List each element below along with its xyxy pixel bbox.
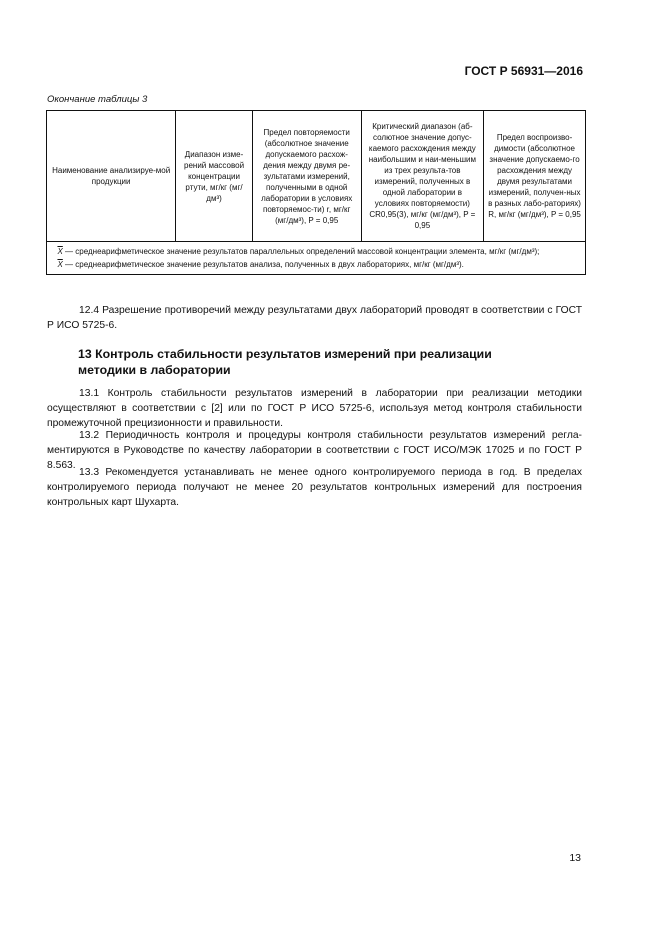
table-caption: Окончание таблицы 3 — [47, 94, 148, 105]
paragraph-13-1: 13.1 Контроль стабильности результатов измерений в лаборатории при реализации методики осуществляют в соответствии с [2] или по ГОСТ Р ИСО 5725-6, используя метод контроля стабильности промежуточной прецизионности и правильности. — [47, 388, 582, 429]
paragraph-12-4: 12.4 Разрешение противоречий между результатами двух лабораторий проводят в соответствии с ГОСТ Р ИСО 5725-6. — [47, 305, 582, 331]
column-header-product: Наименование анализируе-мой продукции — [47, 111, 176, 242]
note-2-text: — среднеарифметическое значение результатов анализа, полученных в двух лабораториях, мг/кг (мг/дм³). — [65, 260, 464, 269]
paragraph-13-2: 13.2 Периодичность контроля и процедуры контроля стабильности результатов измерений регла-ментируются в Руководстве по качеству лаборатории в соответствии с ГОСТ ИСО/МЭК 17025 и по ГОСТ Р 8.563. — [47, 430, 582, 471]
mean-symbol-2: $\overline{X}$ — [57, 260, 63, 269]
table-notes — [47, 242, 586, 275]
mean-symbol: $\overline{X}$ — [57, 247, 63, 256]
precision-table — [46, 110, 586, 275]
note-1-text: — среднеарифметическое значение результатов параллельных определений массовой концентрации элемента, мг/кг (мг/дм³); — [65, 247, 540, 256]
note-line-1 — [53, 245, 579, 258]
page-number: 13 — [569, 852, 581, 864]
note-line-2 — [53, 258, 579, 271]
column-header-repeatability: Предел повторяемости (абсолютное значение допускаемого расхож-дения между двумя ре-зультатами измерений, полученными в одной лаборатории в условиях повторяемос-ти) r, мг/кг (мг/дм³), P = 0,95 — [252, 111, 361, 242]
column-header-range: Диапазон изме-рений массовой концентрации ртути, мг/кг (мг/дм³) — [176, 111, 253, 242]
section-13-title: 13 Контроль стабильности результатов измерений при реализации методики в лаборатории — [78, 347, 492, 377]
paragraph-13-3: 13.3 Рекомендуется устанавливать не менее одного контролируемого периода в год. В пределах контролируемого периода получают не менее 20 результатов контрольных измерений для построения контрольных карт Шухарта. — [47, 467, 582, 508]
standard-code: ГОСТ Р 56931—2016 — [464, 64, 583, 78]
column-header-critical-range: Критический диапазон (аб-солютное значение допус-каемого расхождения между наибольшим и наи-меньшим из трех результа-тов измерений, полученных в одной лаборатории в условиях повторяемости) CR0,95(3), мг/кг (мг/дм³), P = 0,95 — [361, 111, 484, 242]
column-header-reproducibility: Предел воспроизво-димости (абсолютное значение допускаемо-го расхождения между двумя результатами измерений, получен-ных в разных лабо-раториях) R, мг/кг (мг/дм³), P = 0,95 — [484, 111, 586, 242]
